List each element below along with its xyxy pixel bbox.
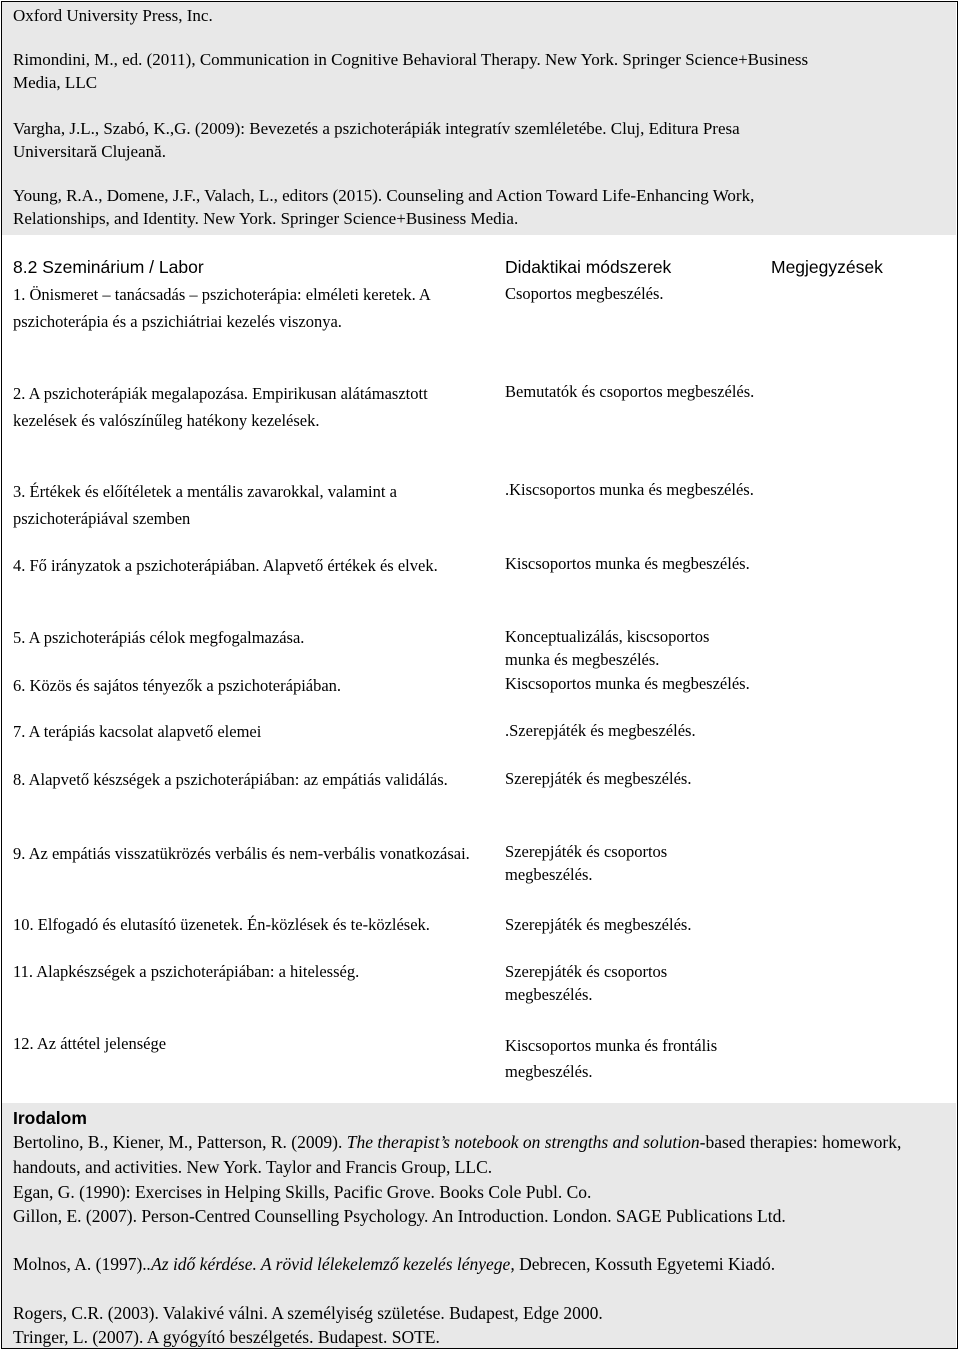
ref-bertolino-authors: Bertolino, B., Kiener, M., Patterson, R. (2009). bbox=[13, 1132, 347, 1152]
ref-molnos-authors: Molnos, A. (1997). bbox=[13, 1254, 147, 1274]
table-row-topic-3: 3. Értékek és előítéletek a mentális zavarokkal, valamint a pszichoterápiával szemben bbox=[13, 482, 397, 528]
column-header-methods: Didaktikai módszerek bbox=[505, 257, 672, 277]
table-row-method-8: Szerepjáték és megbeszélés. bbox=[505, 769, 692, 788]
table-row-method-12: Kiscsoportos munka és frontális megbeszélés. bbox=[505, 1036, 718, 1081]
ref-line-young: Young, R.A., Domene, J.F., Valach, L., editors (2015). Counseling and Action Toward Life-Enhancing Work, bbox=[13, 186, 755, 205]
ref-rogers: Rogers, C.R. (2003). Valakivé válni. A személyiség születése. Budapest, Edge 2000. bbox=[13, 1303, 603, 1323]
table-row-topic-8: 8. Alapvető készségek a pszichoterápiában: az empátiás validálás. bbox=[13, 770, 448, 789]
ref-line-vargha-cont: Universitară Clujeană. bbox=[13, 142, 166, 161]
table-row-method-4: Kiscsoportos munka és megbeszélés. bbox=[505, 554, 750, 573]
table-row-method-9: Szerepjáték és csoportos megbeszélés. bbox=[505, 842, 668, 884]
ref-line-oxford: Oxford University Press, Inc. bbox=[13, 6, 213, 25]
ref-bertolino-title: The therapist’s notebook on strengths and solution bbox=[346, 1132, 700, 1152]
table-row-topic-9: 9. Az empátiás visszatükrözés verbális és nem-verbális vonatkozásai. bbox=[13, 844, 470, 863]
table-row-topic-2: 2. A pszichoterápiák megalapozása. Empirikusan alátámasztott kezelések és valószínűleg hatékony kezelések. bbox=[13, 384, 428, 430]
table-row-topic-12: 12. Az áttétel jelensége bbox=[13, 1034, 167, 1053]
table-row-method-11: Szerepjáték és csoportos megbeszélés. bbox=[505, 962, 668, 1004]
ref-line-rimondini-cont: Media, LLC bbox=[13, 73, 98, 92]
table-row-topic-10: 10. Elfogadó és elutasító üzenetek. Én-közlések és te-közlések. bbox=[13, 915, 430, 934]
table-row-topic-1: 1. Önismeret – tanácsadás – pszichoterápia: elméleti keretek. A pszichoterápia és a pszichiátriai kezelés viszonya. bbox=[13, 285, 430, 331]
ref-molnos-rest: Debrecen, Kossuth Egyetemi Kiadó. bbox=[514, 1254, 776, 1274]
table-row-topic-4: 4. Fő irányzatok a pszichoterápiában. Alapvető értékek és elvek. bbox=[13, 556, 438, 575]
table-row-topic-6: 6. Közös és sajátos tényezők a pszichoterápiában. bbox=[13, 676, 342, 695]
table-row-method-10: Szerepjáték és megbeszélés. bbox=[505, 915, 692, 934]
ref-tringer: Tringer, L. (2007). A gyógyító beszélgetés. Budapest. SOTE. bbox=[13, 1327, 440, 1347]
table-row-method-6: Kiscsoportos munka és megbeszélés. bbox=[505, 674, 750, 693]
ref-line-rimondini: Rimondini, M., ed. (2011), Communication in Cognitive Behavioral Therapy. New York. Springer Science+Business bbox=[13, 50, 809, 69]
table-row-method-7: .Szerepjáték és megbeszélés. bbox=[505, 721, 696, 740]
table-row-method-3: .Kiscsoportos munka és megbeszélés. bbox=[505, 480, 754, 499]
column-header-notes: Megjegyzések bbox=[771, 257, 883, 277]
table-row-method-1: Csoportos megbeszélés. bbox=[505, 284, 664, 303]
table-row-method-5: Konceptualizálás, kiscsoportos munka és megbeszélés. bbox=[505, 627, 710, 669]
table-row-topic-7: 7. A terápiás kacsolat alapvető elemei bbox=[13, 722, 262, 741]
ref-molnos-title: .Az idő kérdése. A rövid lélekelemző kezelés lényege, bbox=[146, 1254, 515, 1274]
irodalom-heading: Irodalom bbox=[13, 1108, 87, 1128]
ref-bertolino-rest: -based therapies: homework, handouts, and activities. New York. Taylor and Francis Group, LLC. bbox=[13, 1132, 902, 1177]
ref-bertolino bbox=[13, 1130, 938, 1179]
table-row-topic-11: 11. Alapkészségek a pszichoterápiában: a hitelesség. bbox=[13, 962, 360, 981]
ref-egan: Egan, G. (1990): Exercises in Helping Skills, Pacific Grove. Books Cole Publ. Co. bbox=[13, 1182, 592, 1202]
ref-line-vargha: Vargha, J.L., Szabó, K.,G. (2009): Bevezetés a pszichoterápiák integratív szemléletébe. Cluj, Editura Presa bbox=[13, 119, 740, 138]
ref-molnos bbox=[13, 1252, 938, 1277]
table-row-method-2: Bemutatók és csoportos megbeszélés. bbox=[505, 382, 755, 401]
ref-gillon: Gillon, E. (2007). Person-Centred Counselling Psychology. An Introduction. London. SAGE Publications Ltd. bbox=[13, 1206, 786, 1226]
table-row-topic-5: 5. A pszichoterápiás célok megfogalmazása. bbox=[13, 628, 305, 647]
section-title: 8.2 Szeminárium / Labor bbox=[13, 257, 204, 277]
ref-line-young-cont: Relationships, and Identity. New York. Springer Science+Business Media. bbox=[13, 209, 519, 228]
